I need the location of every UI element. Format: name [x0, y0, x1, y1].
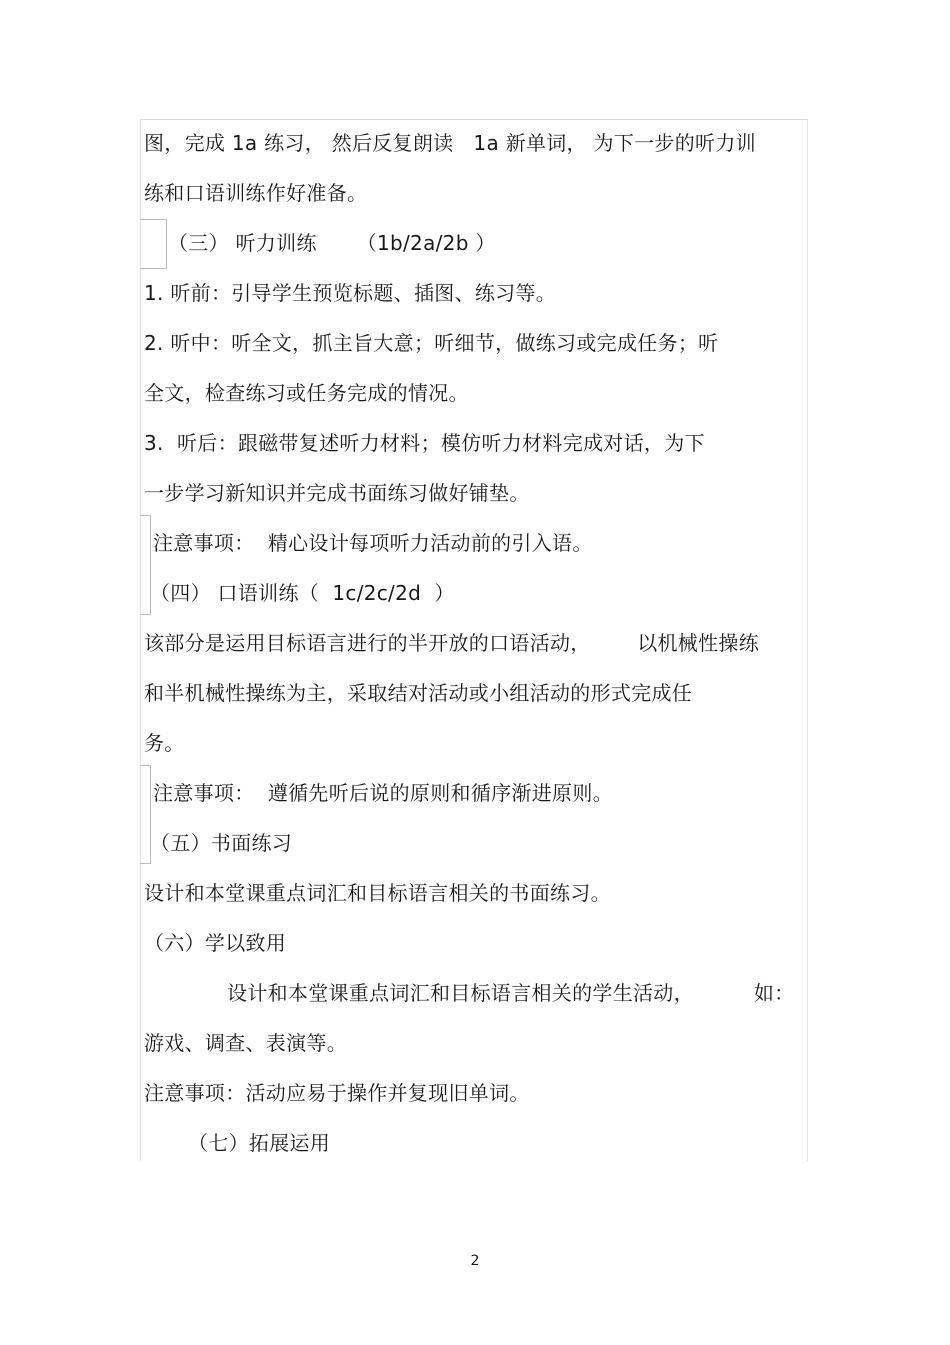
- text-line: 该部分是运用目标语言进行的半开放的口语活动， 以机械性操练: [144, 631, 760, 655]
- page-frame-left: [140, 119, 141, 1161]
- text-line: 全文，检查练习或任务完成的情况。: [144, 381, 469, 405]
- section-heading: （三） 听力训练 （1b/2a/2b ）: [168, 231, 496, 255]
- text-line: 设计和本堂课重点词汇和目标语言相关的学生活动， 如：: [227, 981, 795, 1005]
- text-line: 3. 听后：跟磁带复述听力材料；模仿听力材料完成对话，为下: [144, 431, 705, 455]
- page-frame-top: [140, 119, 808, 120]
- note-line: 注意事项： 精心设计每项听力活动前的引入语。: [153, 531, 593, 555]
- text-line: 和半机械性操练为主，采取结对活动或小组活动的形式完成任: [144, 681, 693, 705]
- text-line: 游戏、调查、表演等。: [144, 1031, 347, 1055]
- text-line: 务。: [144, 731, 185, 755]
- section-heading: （七）拓展运用: [188, 1131, 331, 1155]
- section-heading: （五）书面练习: [150, 831, 293, 855]
- page-frame-right: [807, 119, 808, 1161]
- text-line: 图，完成 1a 练习， 然后反复朗读 1a 新单词， 为下一步的听力训: [144, 131, 756, 155]
- page-number: 2: [470, 1253, 480, 1269]
- section-heading: （六）学以致用: [144, 931, 287, 955]
- section-heading: （四） 口语训练（ 1c/2c/2d ）: [150, 581, 455, 605]
- note-line: 注意事项： 遵循先听后说的原则和循序渐进原则。: [153, 781, 613, 805]
- note-line: 注意事项：活动应易于操作并复现旧单词。: [144, 1081, 530, 1105]
- text-line: 一步学习新知识并完成书面练习做好铺垫。: [144, 481, 530, 505]
- text-line: 1. 听前：引导学生预览标题、插图、练习等。: [144, 281, 557, 305]
- text-line: 设计和本堂课重点词汇和目标语言相关的书面练习。: [144, 881, 611, 905]
- text-line: 2. 听中：听全文，抓主旨大意；听细节，做练习或完成任务；听: [144, 331, 719, 355]
- margin-bracket: [140, 219, 167, 269]
- text-line: 练和口语训练作好准备。: [144, 181, 368, 205]
